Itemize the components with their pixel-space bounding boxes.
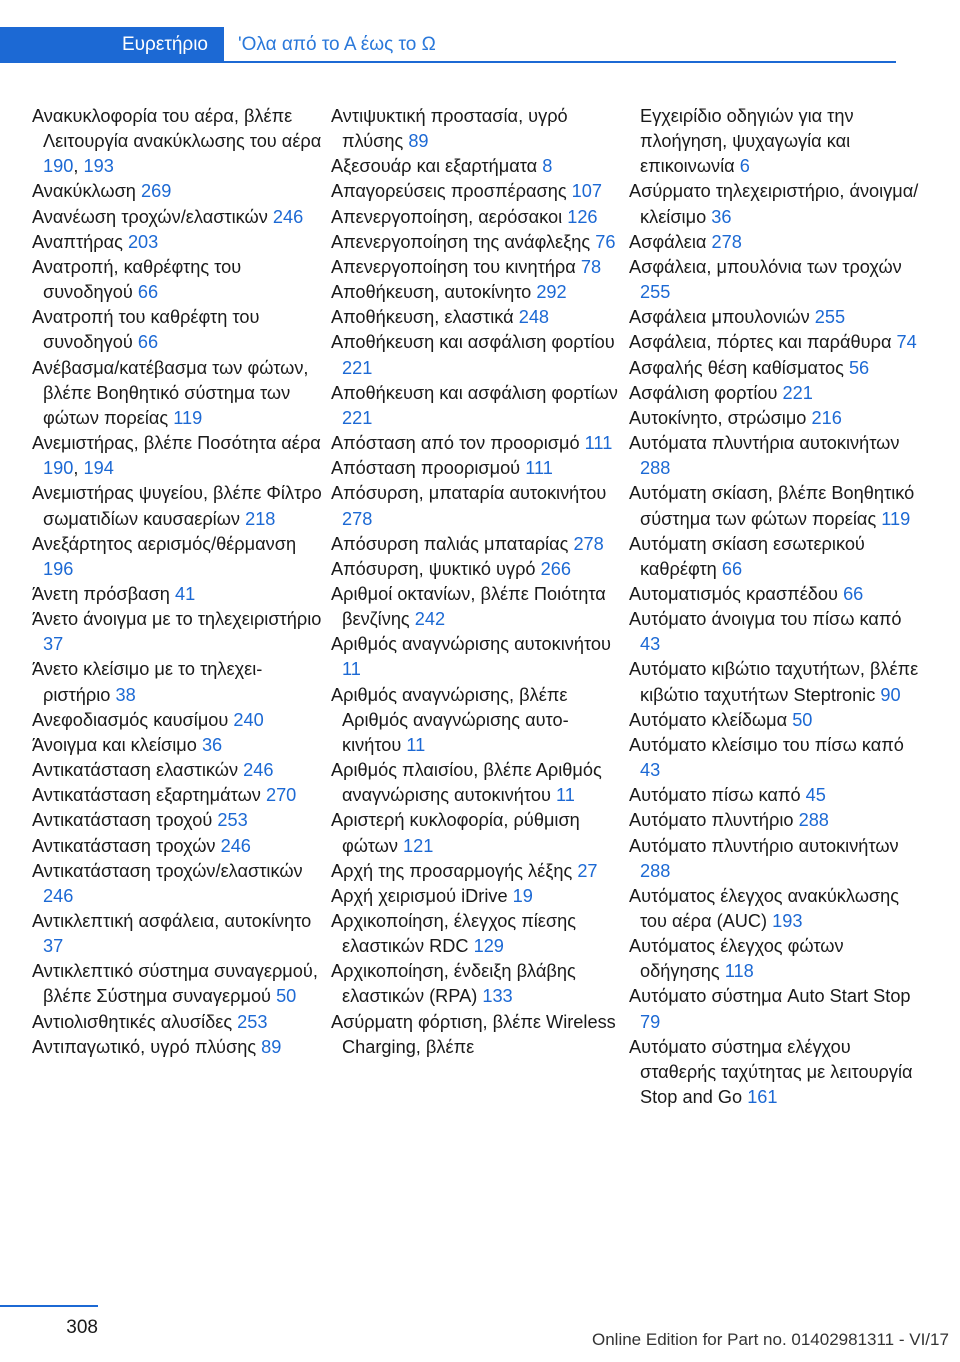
index-entry-text: Ανεφοδιασμός καυσίμου (32, 709, 234, 730)
index-entry (32, 733, 322, 758)
index-entry-text: Άνετο άνοιγμα με το τηλεχειριστήριο (32, 609, 322, 630)
page-reference-link[interactable]: 161 (747, 1087, 778, 1108)
index-entry-text: Ανακύκλωση (32, 181, 141, 202)
page-reference-link[interactable]: 248 (518, 307, 550, 328)
index-entry (32, 205, 322, 230)
index-entry-text: Αυτόματα πλυντήρια αυτοκινήτων (629, 433, 900, 454)
index-entry (331, 758, 621, 808)
page-reference-link[interactable]: 288 (640, 860, 671, 881)
index-entry-text: Αντικατάσταση τροχών (32, 835, 221, 856)
index-entry-text: Αντικλεπτικό σύστημα συναγερμού, βλέπε Σύστημα συναγερμού (32, 961, 318, 1007)
index-entry-text: Αντικατάσταση τροχών/ελαστικών (32, 860, 303, 881)
page-reference-link[interactable]: 66 (721, 558, 743, 579)
index-entry-text: Αυτόματο πλυντήριο (629, 810, 799, 831)
page-header (0, 0, 960, 62)
index-entry-text: Αποθήκευση, αυτοκίνητο (331, 282, 537, 303)
index-entry (32, 834, 322, 859)
index-entry (331, 104, 621, 154)
index-entry-text: Ανανέωση τροχών/ελαστικών (32, 206, 273, 227)
page-reference-link[interactable]: 50 (276, 986, 297, 1007)
index-entry-text: Αυτόματη σκίαση, βλέπε Βοηθητικό σύστημα των φώτων πορείας (629, 483, 915, 529)
index-entry-text: Αυτόματη σκίαση εσωτερικού καθρέφτη (629, 533, 865, 579)
index-entry (331, 179, 621, 204)
index-entry (629, 330, 919, 355)
index-entry (629, 431, 919, 481)
index-entry-text: Απόσυρση παλιάς μπαταρίας (331, 533, 574, 554)
header-rule (0, 61, 896, 63)
index-entry (331, 632, 621, 682)
index-entry (629, 104, 919, 179)
page-reference-link[interactable]: 119 (173, 407, 203, 428)
page-reference-link[interactable]: 38 (115, 684, 136, 705)
index-entry-text: Απενεργοποίηση του κινητήρα (331, 256, 581, 277)
index-entry (629, 532, 919, 582)
page-reference-link[interactable]: 253 (217, 810, 248, 831)
index-entry (629, 783, 919, 808)
page-reference-link[interactable]: 41 (174, 583, 196, 604)
index-entry (32, 808, 322, 833)
index-entry (629, 481, 919, 531)
index-entry-text: Αξεσουάρ και εξαρτήματα (331, 156, 543, 177)
edition-note: Online Edition for Part no. 01402981311 - VI/17 (592, 1330, 949, 1349)
page-reference-link[interactable]: 193 (83, 156, 114, 177)
index-entry (32, 783, 322, 808)
index-entry (331, 230, 621, 255)
index-entry (32, 532, 322, 582)
page-reference-link[interactable]: 288 (798, 810, 829, 831)
page-reference-link[interactable]: 118 (724, 961, 754, 982)
page-reference-link[interactable]: 79 (640, 1011, 661, 1032)
index-entry (629, 179, 919, 229)
index-entry-text: Αυτοματισμός κρασπέδου (629, 583, 844, 604)
page-reference-link[interactable]: 221 (342, 357, 373, 378)
index-entry-text: Αυτόματο σύστημα Auto Start Stop (629, 986, 911, 1007)
index-entry-text: Ανατροπή του καθρέφτη του συνοδηγού (32, 307, 260, 353)
index-entry-text: Εγχειρίδιο οδηγιών για την πλοήγηση, ψυχαγωγία και επικοινωνία (640, 106, 854, 177)
index-entry-text: Ανεμιστήρας ψυγείου, βλέπε Φίλτρο σωματιδίων καυσαερίων (32, 483, 322, 529)
index-entry-text: Άνετη πρόσβαση (32, 583, 175, 604)
page-reference-link[interactable]: 255 (814, 307, 846, 328)
page-reference-link[interactable]: 11 (406, 734, 426, 755)
page-reference-link[interactable]: 89 (408, 131, 429, 152)
index-column-1 (32, 104, 322, 1060)
index-entry (331, 205, 621, 230)
index-entry-text: Αριστερή κυκλοφορία, ρύθμιση φώτων (331, 810, 580, 856)
page-reference-link[interactable]: 221 (782, 382, 813, 403)
page-reference-link[interactable]: 266 (540, 558, 571, 579)
index-entry (629, 708, 919, 733)
index-entry-text: Απόσυρση, μπαταρία αυτοκινήτου (331, 483, 607, 504)
page-reference-link[interactable]: 8 (542, 156, 553, 177)
index-entry-text: Αντιψυκτική προστασία, υγρό πλύσης (331, 106, 568, 152)
index-entry (331, 808, 621, 858)
page-reference-link[interactable]: 242 (414, 609, 446, 630)
index-entry (32, 305, 322, 355)
index-entry-text: Ανεμιστήρας, βλέπε Ποσότητα αέρα (32, 433, 321, 454)
page-reference-link[interactable]: 221 (342, 407, 373, 428)
page-reference-link[interactable]: 43 (640, 634, 661, 655)
page-reference-link[interactable]: 255 (640, 282, 671, 303)
page-reference-link[interactable]: 90 (880, 684, 901, 705)
page-reference-link[interactable]: 126 (567, 206, 598, 227)
index-entry-text: Αποθήκευση και ασφάλιση φορτίων (331, 382, 618, 403)
index-entry (331, 280, 621, 305)
page-reference-link[interactable]: 190 (43, 156, 74, 177)
index-entry-text: Απενεργοποίηση, αερόσακοι (331, 206, 568, 227)
page-reference-link[interactable]: 11 (555, 785, 575, 806)
page-reference-link[interactable]: 253 (237, 1011, 268, 1032)
index-entry-text: Αυτόματο πλυντήριο αυτοκινήτων (629, 835, 899, 856)
index-entry (32, 909, 322, 959)
index-entry (331, 859, 621, 884)
index-entry-text: Αυτόματο κλείδωμα (629, 709, 793, 730)
index-entry (629, 356, 919, 381)
page-reference-link[interactable]: 107 (571, 181, 603, 202)
index-entry (32, 758, 322, 783)
index-entry-text: Αριθμός αναγνώρισης, βλέπε Αριθμός αναγνώρισης αυτοκινήτου (331, 684, 569, 755)
index-entry (331, 582, 621, 632)
page-reference-link[interactable]: 36 (711, 206, 732, 227)
index-entry-text: Αυτόματο κιβώτιο ταχυτήτων, βλέπε κιβώτιο ταχυτήτων Steptronic (629, 659, 919, 705)
page-reference-link[interactable]: 6 (739, 156, 750, 177)
index-entry (629, 834, 919, 884)
page-reference-link[interactable]: 246 (243, 760, 274, 781)
index-entry-text: Αποθήκευση και ασφάλιση φορτίου (331, 332, 615, 353)
index-entry (331, 431, 621, 456)
page-reference-link[interactable]: 76 (595, 231, 616, 252)
page-reference-link[interactable]: 37 (43, 634, 64, 655)
page-reference-link[interactable]: 246 (272, 206, 304, 227)
index-entry-text: Αρχικοποίηση, έλεγχος πίεσης ελαστικών RDC (331, 911, 576, 957)
index-entry-text: Ασφάλεια, πόρτες και παράθυρα (629, 332, 897, 353)
index-entry-text: Απόσταση από τον προορισμό (331, 433, 585, 454)
index-entry (32, 230, 322, 255)
page-reference-link[interactable]: 194 (83, 458, 114, 479)
page-number: 308 (66, 1317, 98, 1338)
page-reference-link[interactable]: 37 (43, 936, 64, 957)
index-entry (32, 708, 322, 733)
index-entry (331, 381, 621, 431)
index-entry (331, 557, 621, 582)
index-entry (331, 532, 621, 557)
index-entry-text: Αυτόματο πίσω καπό (629, 785, 806, 806)
index-entry-text: Αυτόματος έλεγχος ανακύκλωσης του αέρα (AUC) (629, 885, 900, 931)
index-entry-text: Αναπτήρας (32, 231, 128, 252)
page-reference-link[interactable]: 66 (137, 282, 159, 303)
index-entry-text: Αριθμός πλαισίου, βλέπε Αριθμός αναγνώρισης αυτοκινήτου (331, 760, 602, 806)
page-reference-link[interactable]: 129 (473, 936, 504, 957)
index-entry-text: Αυτόματο σύστημα ελέγχου σταθερής ταχύτητας με λειτουργία Stop and Go (629, 1036, 913, 1108)
index-entry-text: Απόσυρση, ψυκτικό υγρό (331, 558, 541, 579)
index-entry (331, 683, 621, 758)
index-entry (629, 381, 919, 406)
index-entry (629, 884, 919, 934)
index-entry-text: Αυτόματος έλεγχος φώτων οδήγησης (629, 936, 844, 982)
index-entry-text: Ασφάλιση φορτίου (629, 382, 783, 403)
page-reference-link[interactable]: 66 (137, 332, 159, 353)
index-entry: Ανεμιστήρας, βλέπε Ποσότητα αέρα 190, 194 (32, 433, 321, 479)
index-entry-text: Αντικατάσταση τροχού (32, 810, 218, 831)
index-entry-text: Αποθήκευση, ελαστικά (331, 307, 519, 328)
index-entry (629, 255, 919, 305)
page-reference-link[interactable]: 43 (640, 760, 661, 781)
index-entry-text: Ασφαλής θέση καθίσματος (629, 357, 849, 378)
index-entry (331, 255, 621, 280)
index-entry (629, 1035, 919, 1110)
index-entry-text: Ανέβασμα/κατέβασμα των φώτων, βλέπε Βοηθητικό σύστημα των φώτων πορείας (32, 357, 309, 428)
page-reference-link[interactable]: 216 (811, 407, 842, 428)
index-entry-text: Αντικατάσταση εξαρτημάτων (32, 785, 266, 806)
index-entry (32, 1010, 322, 1035)
index-entry-text: Ανατροπή, καθρέφτης του συνοδηγού (32, 256, 242, 303)
index-entry (331, 909, 621, 959)
index-entry (32, 582, 322, 607)
page-reference-link[interactable]: 193 (772, 911, 803, 931)
page-reference-link[interactable]: 119 (881, 508, 911, 529)
index-entry (32, 1035, 322, 1060)
index-entry-text: Αυτόματο άνοιγμα του πίσω καπό (629, 609, 902, 630)
index-entry (331, 1010, 621, 1060)
page-reference-link[interactable]: 56 (848, 357, 870, 378)
page-reference-link[interactable]: 270 (265, 785, 297, 806)
tab-a-to-z[interactable]: 'Ολα από το Α έως το Ω (238, 34, 436, 55)
page-reference-link[interactable]: 278 (573, 533, 604, 554)
page-reference-link[interactable]: 288 (640, 458, 671, 479)
index-entry-text: Απόσταση προορισμού (331, 458, 526, 479)
index-entry (629, 582, 919, 607)
page-reference-link[interactable]: 45 (805, 785, 826, 806)
index-entry-text: Αντικατάσταση ελαστικών (32, 760, 244, 781)
page-reference-link[interactable]: 218 (245, 508, 276, 529)
page-reference-link[interactable]: 27 (577, 860, 598, 881)
index-entry (331, 305, 621, 330)
index-entry-text: Αντικλεπτική ασφάλεια, αυτοκίνητο (32, 911, 312, 931)
page-reference-link[interactable]: 11 (342, 659, 361, 680)
page-reference-link[interactable]: 269 (140, 181, 172, 202)
index-entry-text: Ασφάλεια μπουλονιών (629, 307, 815, 328)
index-entry (32, 481, 322, 531)
index-entry (331, 959, 621, 1009)
index-entry (629, 808, 919, 833)
index-entry (32, 356, 322, 431)
page-reference-link[interactable]: 89 (261, 1036, 282, 1057)
index-entry (331, 456, 621, 481)
page-reference-link[interactable]: 246 (43, 885, 74, 906)
index-entry-text: Απαγορεύσεις προσπέρασης (331, 181, 572, 202)
index-entry-text: Αντιολισθητικές αλυσίδες (32, 1011, 238, 1032)
index-entry (629, 230, 919, 255)
page-reference-link[interactable]: 111 (525, 458, 553, 479)
index-entry (629, 607, 919, 657)
page-reference-link[interactable]: 133 (482, 986, 513, 1007)
index-entry-text: Αρχικοποίηση, ένδειξη βλάβης ελαστικών (RPA) (331, 961, 576, 1007)
index-entry-text: Αυτόματο κλείσιμο του πίσω καπό (629, 734, 904, 755)
index-entry (629, 934, 919, 984)
footer-rule (0, 1305, 98, 1307)
index-entry-text: Ανεξάρτητος αερισμός/θέρμανση (32, 533, 297, 554)
index-entry (32, 959, 322, 1009)
index-entry-text: Άνοιγμα και κλείσιμο (32, 734, 202, 755)
index-entry (32, 179, 322, 204)
index-entry-text: Ανακυκλοφορία του αέρα, βλέπε Λειτουργία ανακύκλωσης του αέρα (32, 106, 322, 152)
index-entry-text: Άνετο κλείσιμο με το τηλεχειριστήριο (32, 659, 263, 705)
page-reference-link[interactable]: 190 (43, 458, 74, 479)
page-reference-link[interactable]: 240 (233, 709, 264, 730)
index-entry-text: Απενεργοποίηση της ανάφλεξης (331, 231, 596, 252)
tab-index[interactable]: Ευρετήριο (0, 27, 224, 62)
index-entry (32, 859, 322, 909)
page-reference-link[interactable]: 278 (342, 508, 373, 529)
index-entry-text: Αρχή της προσαρμογής λέξης (331, 860, 578, 881)
page-reference-link[interactable]: 78 (580, 256, 602, 277)
index-entry (32, 607, 322, 657)
index-entry-text: Ασφάλεια, μπουλόνια των τροχών (629, 256, 902, 277)
page-reference-link[interactable]: 66 (843, 583, 864, 604)
page-reference-link[interactable]: 111 (584, 433, 613, 454)
page-reference-link[interactable]: 74 (896, 332, 917, 353)
index-entry-text: Ασύρματο τηλεχειριστήριο, άνοιγμα/κλείσιμο (629, 181, 919, 227)
index-entry (331, 884, 621, 909)
page-reference-link[interactable]: 19 (512, 885, 533, 906)
page-reference-link[interactable]: 36 (201, 734, 223, 755)
index-entry-text: Ασφάλεια (629, 231, 712, 252)
index-entry (331, 330, 621, 380)
index-entry-text: Αυτοκίνητο, στρώσιμο (629, 407, 812, 428)
page-reference-link[interactable]: 121 (403, 835, 434, 856)
page-reference-link[interactable]: 278 (711, 231, 742, 252)
index-entry (629, 657, 919, 707)
page-reference-link[interactable]: 292 (536, 282, 567, 303)
page-reference-link[interactable]: 196 (43, 558, 74, 579)
index-entry-text: Αντιπαγωτικό, υγρό πλύσης (32, 1036, 262, 1057)
index-column-2 (331, 104, 621, 1060)
index-column-3 (629, 104, 919, 1110)
page-reference-link[interactable]: 50 (792, 709, 813, 730)
index-entry (629, 733, 919, 783)
index-entry (629, 406, 919, 431)
index-entry: Ανακυκλοφορία του αέρα, βλέπε Λειτουργία ανακύκλωσης του αέρα 190, 193 (32, 106, 322, 177)
index-entry (331, 481, 621, 531)
index-entry (629, 984, 919, 1034)
page-reference-link[interactable]: 203 (127, 231, 159, 252)
index-entry (331, 154, 621, 179)
index-entry-text: Ασύρματη φόρτιση, βλέπε Wireless Charging, βλέπε (331, 1011, 616, 1057)
page-reference-link[interactable]: 246 (220, 835, 251, 856)
index-entry-text: Αριθμός αναγνώρισης αυτοκινήτου (331, 634, 611, 655)
index-entry-text: Αριθμοί οκτανίων, βλέπε Ποιότητα βενζίνης (331, 583, 606, 630)
index-entry-text: Αρχή χειρισμού iDrive (331, 885, 513, 906)
index-entry (32, 657, 322, 707)
index-entry (32, 255, 322, 305)
index-entry (629, 305, 919, 330)
